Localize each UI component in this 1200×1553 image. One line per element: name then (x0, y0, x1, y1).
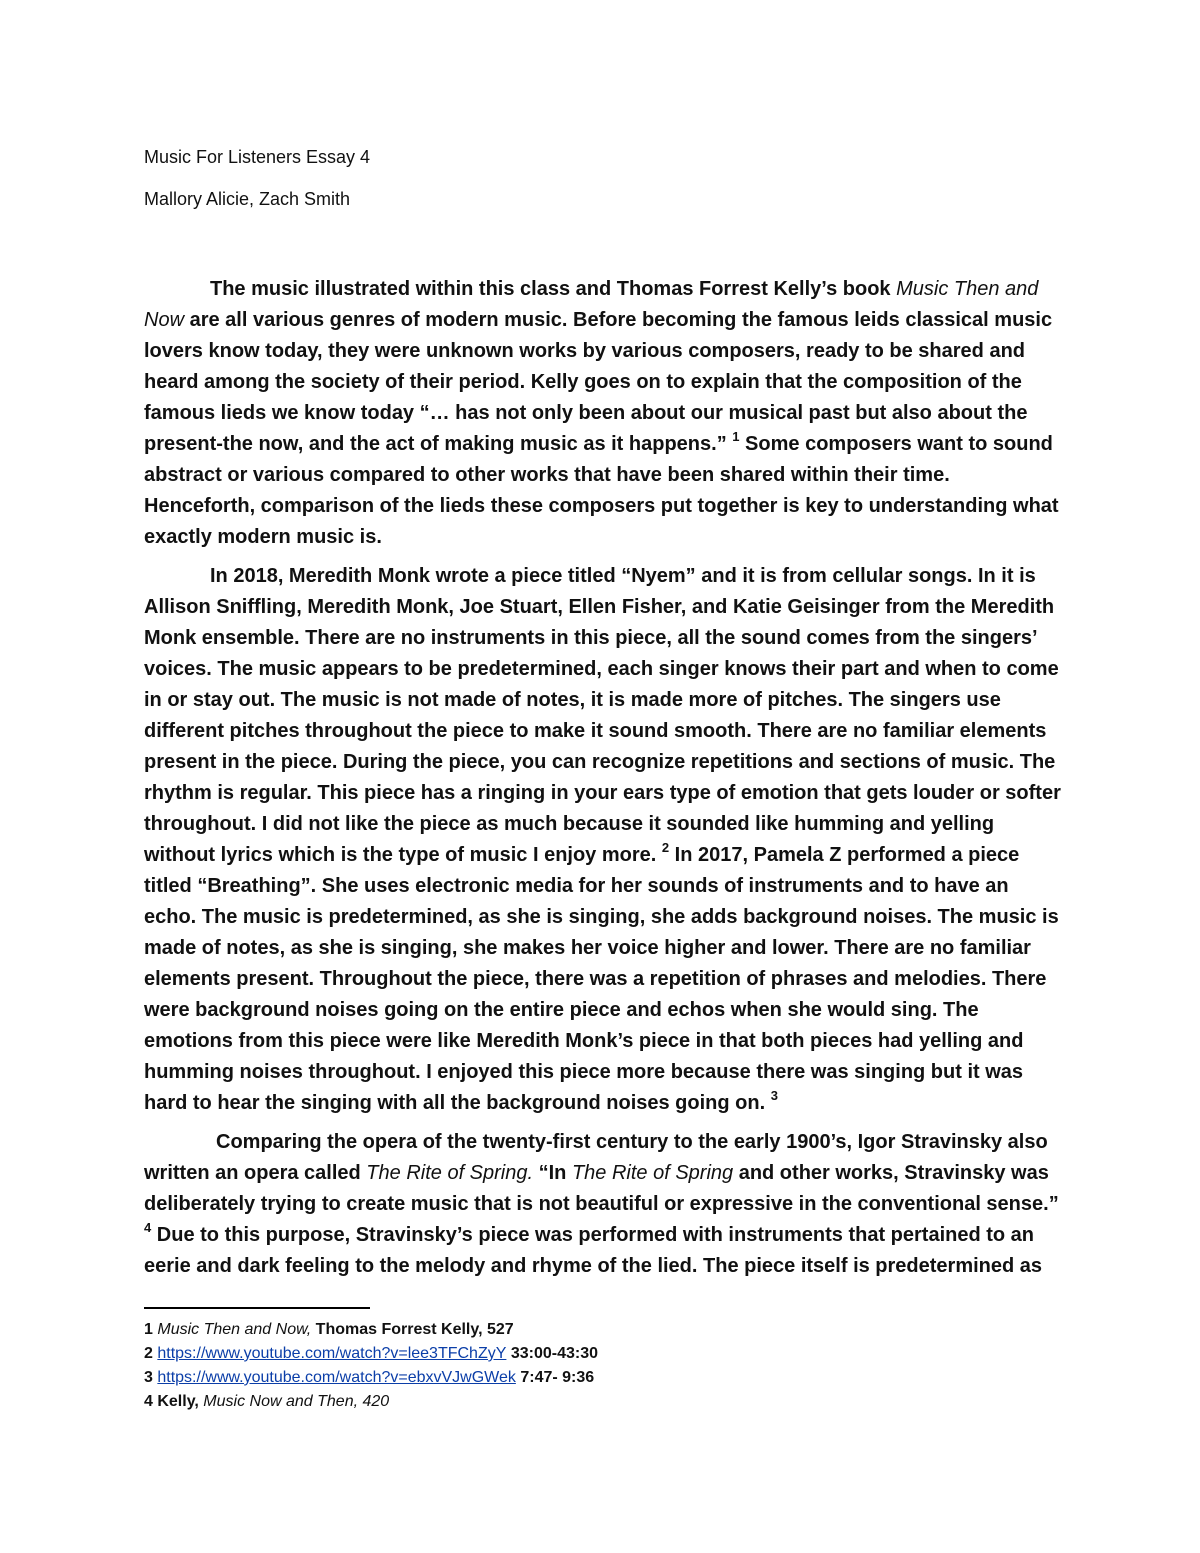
paragraph-1-text-c: are all various genres of modern music. Before becoming the famous leids classical music lovers know today, they were unknown works by various composers, ready to be shared and heard among the society of their period. Kelly goes on to explain that the composition of the famous lieds we know today “… has not only been about our musical past but also about the present-the now, and the act of making music as it happens.” (144, 309, 1053, 455)
footnote-2 (144, 1342, 598, 1366)
paragraph-2-text-a: In 2018, Meredith Monk wrote a piece titled “Nyem” and it is from cellular songs. In it is Allison Sniffling, Meredith Monk, Joe Stuart, Ellen Fisher, and Katie Geisinger from the Meredith Monk ensemble. There are no instruments in this piece, all the sound comes from the singers’ voices. The music appears to be predetermined, each singer knows their part and when to come in or stay out. The music is not made of notes, it is made more of pitches. The singers use different pitches throughout the piece to make it sound smooth. There are no familiar elements present in the piece. During the piece, you can recognize repetitions and sections of music. The rhythm is regular. This piece has a ringing in your ears type of emotion that gets louder or softer throughout. I did not like the piece as much because it sounded like humming and yelling without lyrics which is the type of music I enjoy more. (144, 565, 1061, 866)
footnote-number: 3 (144, 1369, 153, 1386)
paragraph-1-text-a: The music illustrated within this class and Thomas Forrest Kelly’s book (210, 278, 897, 300)
essay-body (144, 274, 1064, 1282)
footnote-number: 1 (144, 1321, 153, 1338)
footnote-number: 4 (144, 1393, 153, 1410)
paragraph-2 (144, 561, 1064, 1119)
paragraph-3-text-c: “In (533, 1162, 572, 1184)
footnote-timestamp: 7:47- 9:36 (515, 1369, 595, 1386)
paragraph-1 (144, 274, 1064, 553)
footnote-timestamp: 33:00-43:30 (506, 1345, 599, 1362)
opera-title-italic-2: The Rite of Spring (571, 1162, 734, 1184)
paragraph-3-text-a: Comparing the opera of the twenty-first century to the early 1900’s, Igor Stravinsky also written an opera called (144, 1131, 1048, 1184)
footnote-ref-4[interactable]: 4 (144, 1220, 152, 1236)
footnote-4 (144, 1390, 598, 1414)
document-authors: Mallory Alicie, Zach Smith (144, 189, 351, 209)
footnote-link-youtube-1[interactable]: https://www.youtube.com/watch?v=lee3TFChZyY (157, 1345, 507, 1362)
paragraph-3 (144, 1127, 1064, 1282)
footnote-text: Kelly, (152, 1393, 204, 1410)
paragraph-1-text-d: Some composers want to sound abstract or various compared to other works that have been shared within their time. Henceforth, comparison of the lieds these composers put together is key to understanding what exactly modern music is. (144, 433, 1059, 548)
opera-title-italic: The Rite of Spring. (366, 1162, 534, 1184)
paragraph-3-text-e: and other works, Stravinsky was deliberately trying to create music that is not beautiful or expressive in the conventional sense.” (144, 1162, 1059, 1215)
footnote-ref-3[interactable]: 3 (770, 1088, 778, 1104)
footnote-separator (144, 1307, 370, 1309)
footnotes (144, 1318, 598, 1414)
footnote-1 (144, 1318, 598, 1342)
paragraph-2-text-b: In 2017, Pamela Z performed a piece titled “Breathing”. She uses electronic media for her sounds of instruments and to have an echo. The music is predetermined, as she is singing, she adds background noises. The music is made of notes, as she is singing, she makes her voice higher and lower. There are no familiar elements present. Throughout the piece, there was a repetition of phrases and melodies. There were background noises going on the entire piece and echos when she would sing. The emotions from this piece were like Meredith Monk’s piece in that both pieces had yelling and humming noises throughout. I enjoyed this piece more because there was singing but it was hard to hear the singing with all the background noises going on. (144, 844, 1059, 1114)
footnote-book-title: Music Now and Then, 420 (203, 1393, 390, 1410)
book-title-italic: Music Then and Now (144, 278, 1039, 331)
footnote-ref-2[interactable]: 2 (661, 840, 670, 856)
document-title: Music For Listeners Essay 4 (144, 147, 371, 167)
paragraph-3-text-f: Due to this purpose, Stravinsky’s piece was performed with instruments that pertained to an eerie and dark feeling to the melody and rhyme of the lied. The piece itself is predetermined as (144, 1224, 1043, 1277)
footnote-ref-1[interactable]: 1 (732, 429, 740, 445)
footnote-link-youtube-2[interactable]: https://www.youtube.com/watch?v=ebxvVJwGWek (157, 1369, 516, 1386)
footnote-number: 2 (144, 1345, 153, 1362)
footnote-book-title: Music Then and Now, (157, 1321, 312, 1338)
footnote-3 (144, 1366, 598, 1390)
footnote-text: Thomas Forrest Kelly, 527 (311, 1321, 514, 1338)
